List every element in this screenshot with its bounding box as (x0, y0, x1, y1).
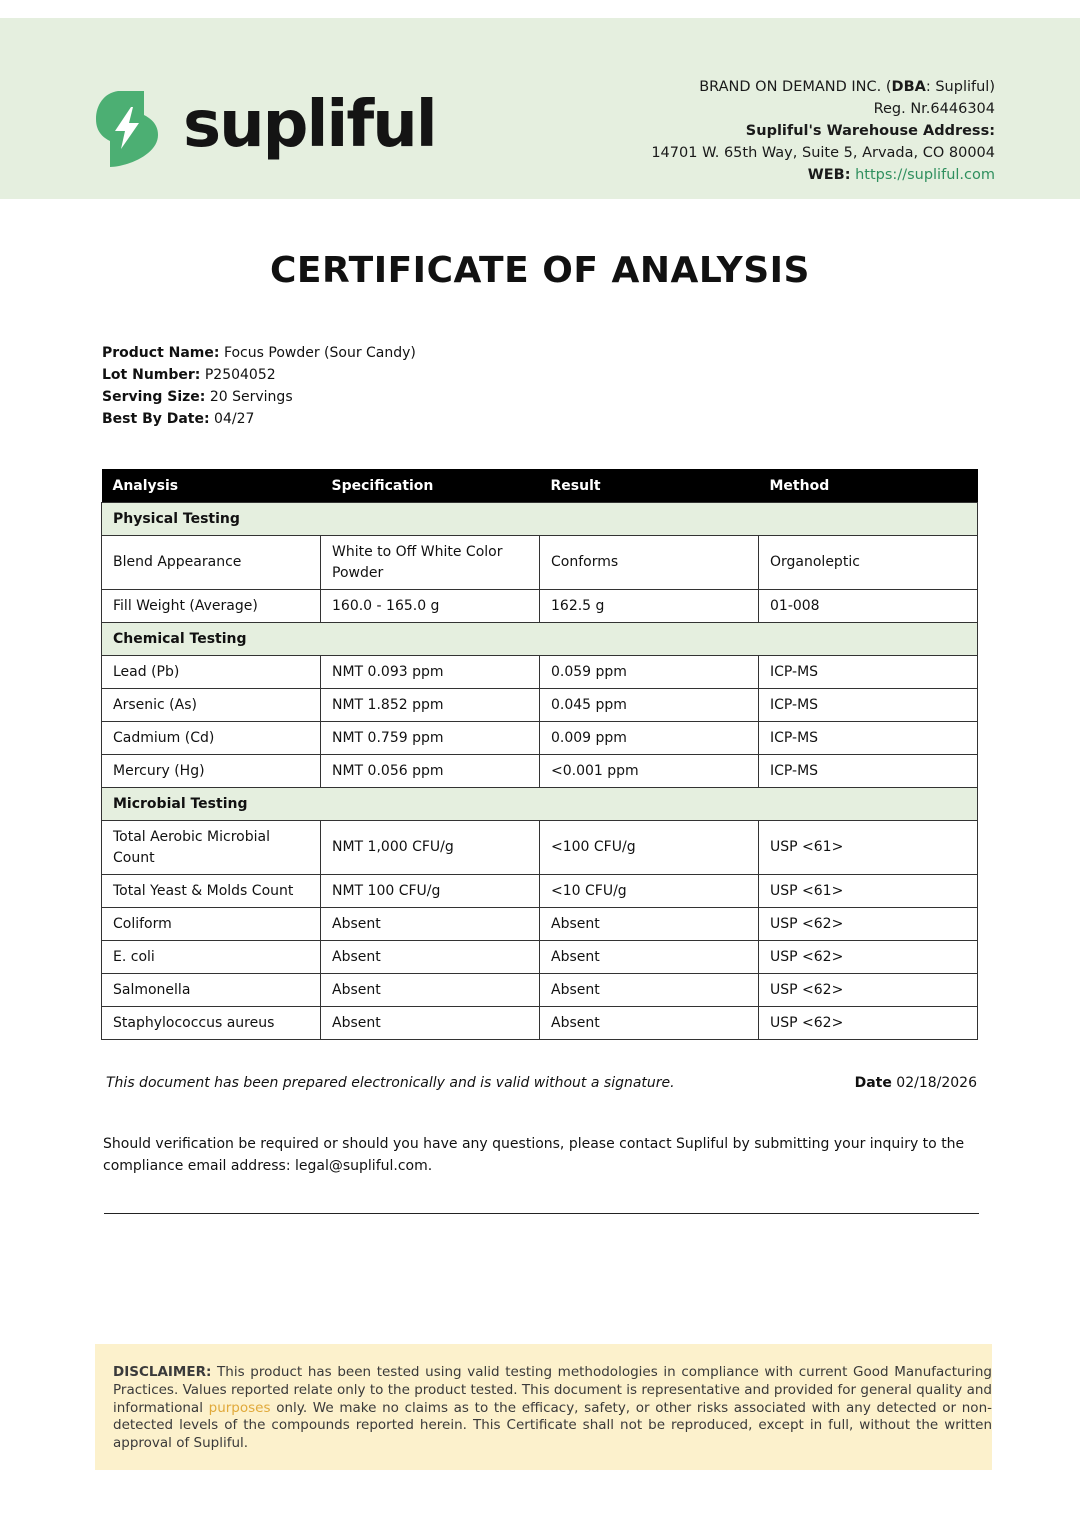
specification-cell: Absent (321, 908, 540, 941)
table-row (102, 1007, 978, 1040)
result-cell: Absent (540, 908, 759, 941)
brand-logo[interactable] (96, 88, 436, 170)
method-cell: USP <61> (759, 875, 978, 908)
specification-cell: White to Off White Color Powder (321, 536, 540, 590)
specification-cell: NMT 0.056 ppm (321, 755, 540, 788)
result-cell: <100 CFU/g (540, 821, 759, 875)
divider (104, 1213, 979, 1214)
document-title: CERTIFICATE OF ANALYSIS (270, 250, 810, 291)
table-row (102, 755, 978, 788)
table-row (102, 722, 978, 755)
method-cell: USP <62> (759, 908, 978, 941)
specification-cell: NMT 100 CFU/g (321, 875, 540, 908)
result-cell: 162.5 g (540, 590, 759, 623)
method-cell: Organoleptic (759, 536, 978, 590)
analysis-cell: Lead (Pb) (102, 656, 321, 689)
lot-number: P2504052 (204, 367, 276, 383)
specification-cell: Absent (321, 974, 540, 1007)
result-cell: Conforms (540, 536, 759, 590)
method-cell: USP <61> (759, 821, 978, 875)
serving-size: 20 Servings (209, 389, 293, 405)
method-cell: ICP-MS (759, 722, 978, 755)
contact-note: Should verification be required or should you have any questions, please contact Supliful by submitting your inquiry to the compliance email address: legal@supliful.com. (103, 1136, 965, 1174)
brand-name: supliful (183, 88, 436, 162)
product-info (102, 342, 416, 430)
company-info (651, 76, 995, 186)
result-cell: 0.009 ppm (540, 722, 759, 755)
lot-number-label: Lot Number: (102, 367, 201, 383)
disclaimer-label: DISCLAIMER: (113, 1364, 212, 1380)
table-row (102, 689, 978, 722)
method-cell: USP <62> (759, 941, 978, 974)
product-name-label: Product Name: (102, 345, 220, 361)
result-cell: <0.001 ppm (540, 755, 759, 788)
best-by-label: Best By Date: (102, 411, 210, 427)
method-cell: USP <62> (759, 974, 978, 1007)
table-row (102, 536, 978, 590)
table-row (102, 974, 978, 1007)
disclaimer-text (113, 1364, 992, 1453)
disclaimer-body-1: This product has been tested using valid testing methodologies in compliance with current Good Manufacturing Practices. Values reported relate only to the product tested. This document is representative and provided for general quality and informational (113, 1364, 992, 1416)
web-link[interactable]: https://supliful.com (855, 167, 995, 183)
header-specification: Specification (321, 469, 540, 503)
result-cell: Absent (540, 941, 759, 974)
header-analysis: Analysis (102, 469, 321, 503)
section-title: Chemical Testing (102, 623, 978, 656)
section-title: Physical Testing (102, 503, 978, 536)
document-date (855, 1075, 977, 1091)
header-method: Method (759, 469, 978, 503)
disclaimer-highlight: purposes (208, 1399, 271, 1416)
lightning-bolt-icon (96, 89, 158, 169)
result-cell: Absent (540, 1007, 759, 1040)
warehouse-address: 14701 W. 65th Way, Suite 5, Arvada, CO 80004 (651, 145, 995, 161)
analysis-cell: Mercury (Hg) (102, 755, 321, 788)
section-title: Microbial Testing (102, 788, 978, 821)
table-row (102, 875, 978, 908)
specification-cell: NMT 1,000 CFU/g (321, 821, 540, 875)
result-cell: <10 CFU/g (540, 875, 759, 908)
dba-value: : Supliful) (925, 79, 995, 95)
specification-cell: NMT 0.093 ppm (321, 656, 540, 689)
method-cell: ICP-MS (759, 689, 978, 722)
company-name-line (651, 76, 995, 98)
specification-cell: NMT 1.852 ppm (321, 689, 540, 722)
disclaimer-box (95, 1344, 992, 1470)
section-row (102, 788, 978, 821)
specification-cell: NMT 0.759 ppm (321, 722, 540, 755)
company-name: BRAND ON DEMAND INC. ( (699, 79, 892, 95)
specification-cell: Absent (321, 941, 540, 974)
analysis-cell: Total Yeast & Molds Count (102, 875, 321, 908)
method-cell: 01-008 (759, 590, 978, 623)
result-cell: 0.045 ppm (540, 689, 759, 722)
result-cell: Absent (540, 974, 759, 1007)
best-by-date: 04/27 (214, 411, 255, 427)
analysis-cell: Coliform (102, 908, 321, 941)
analysis-cell: Cadmium (Cd) (102, 722, 321, 755)
product-name: Focus Powder (Sour Candy) (223, 345, 416, 361)
method-cell: ICP-MS (759, 755, 978, 788)
table-row (102, 908, 978, 941)
method-cell: USP <62> (759, 1007, 978, 1040)
result-cell: 0.059 ppm (540, 656, 759, 689)
electronic-validity-note: This document has been prepared electronically and is valid without a signature. (106, 1075, 675, 1091)
table-row (102, 590, 978, 623)
disclaimer-body-2: only. We make no claims as to the efficacy, safety, or other risks associated with any detected or non-detected levels of the compounds reported herein. This Certificate shall not be reproduced, except in full, without the written approval of Supliful. (113, 1399, 992, 1452)
header-banner (0, 18, 1080, 199)
company-reg: Reg. Nr.6446304 (873, 101, 995, 117)
table-row (102, 656, 978, 689)
table-header-row (102, 469, 978, 503)
specification-cell: 160.0 - 165.0 g (321, 590, 540, 623)
specification-cell: Absent (321, 1007, 540, 1040)
web-label: WEB: (807, 167, 851, 183)
analysis-cell: Salmonella (102, 974, 321, 1007)
serving-size-label: Serving Size: (102, 389, 206, 405)
date-value: 02/18/2026 (896, 1075, 977, 1091)
section-row (102, 623, 978, 656)
analysis-cell: Arsenic (As) (102, 689, 321, 722)
analysis-cell: Fill Weight (Average) (102, 590, 321, 623)
web-line (651, 164, 995, 186)
analysis-cell: Total Aerobic Microbial Count (102, 821, 321, 875)
warehouse-label: Supliful's Warehouse Address: (745, 123, 995, 139)
section-row (102, 503, 978, 536)
table-row (102, 941, 978, 974)
analysis-cell: Staphylococcus aureus (102, 1007, 321, 1040)
dba-label: DBA (891, 79, 926, 95)
analysis-cell: Blend Appearance (102, 536, 321, 590)
date-label: Date (854, 1075, 892, 1091)
table-row (102, 821, 978, 875)
analysis-cell: E. coli (102, 941, 321, 974)
analysis-table (101, 469, 978, 1040)
method-cell: ICP-MS (759, 656, 978, 689)
header-result: Result (540, 469, 759, 503)
